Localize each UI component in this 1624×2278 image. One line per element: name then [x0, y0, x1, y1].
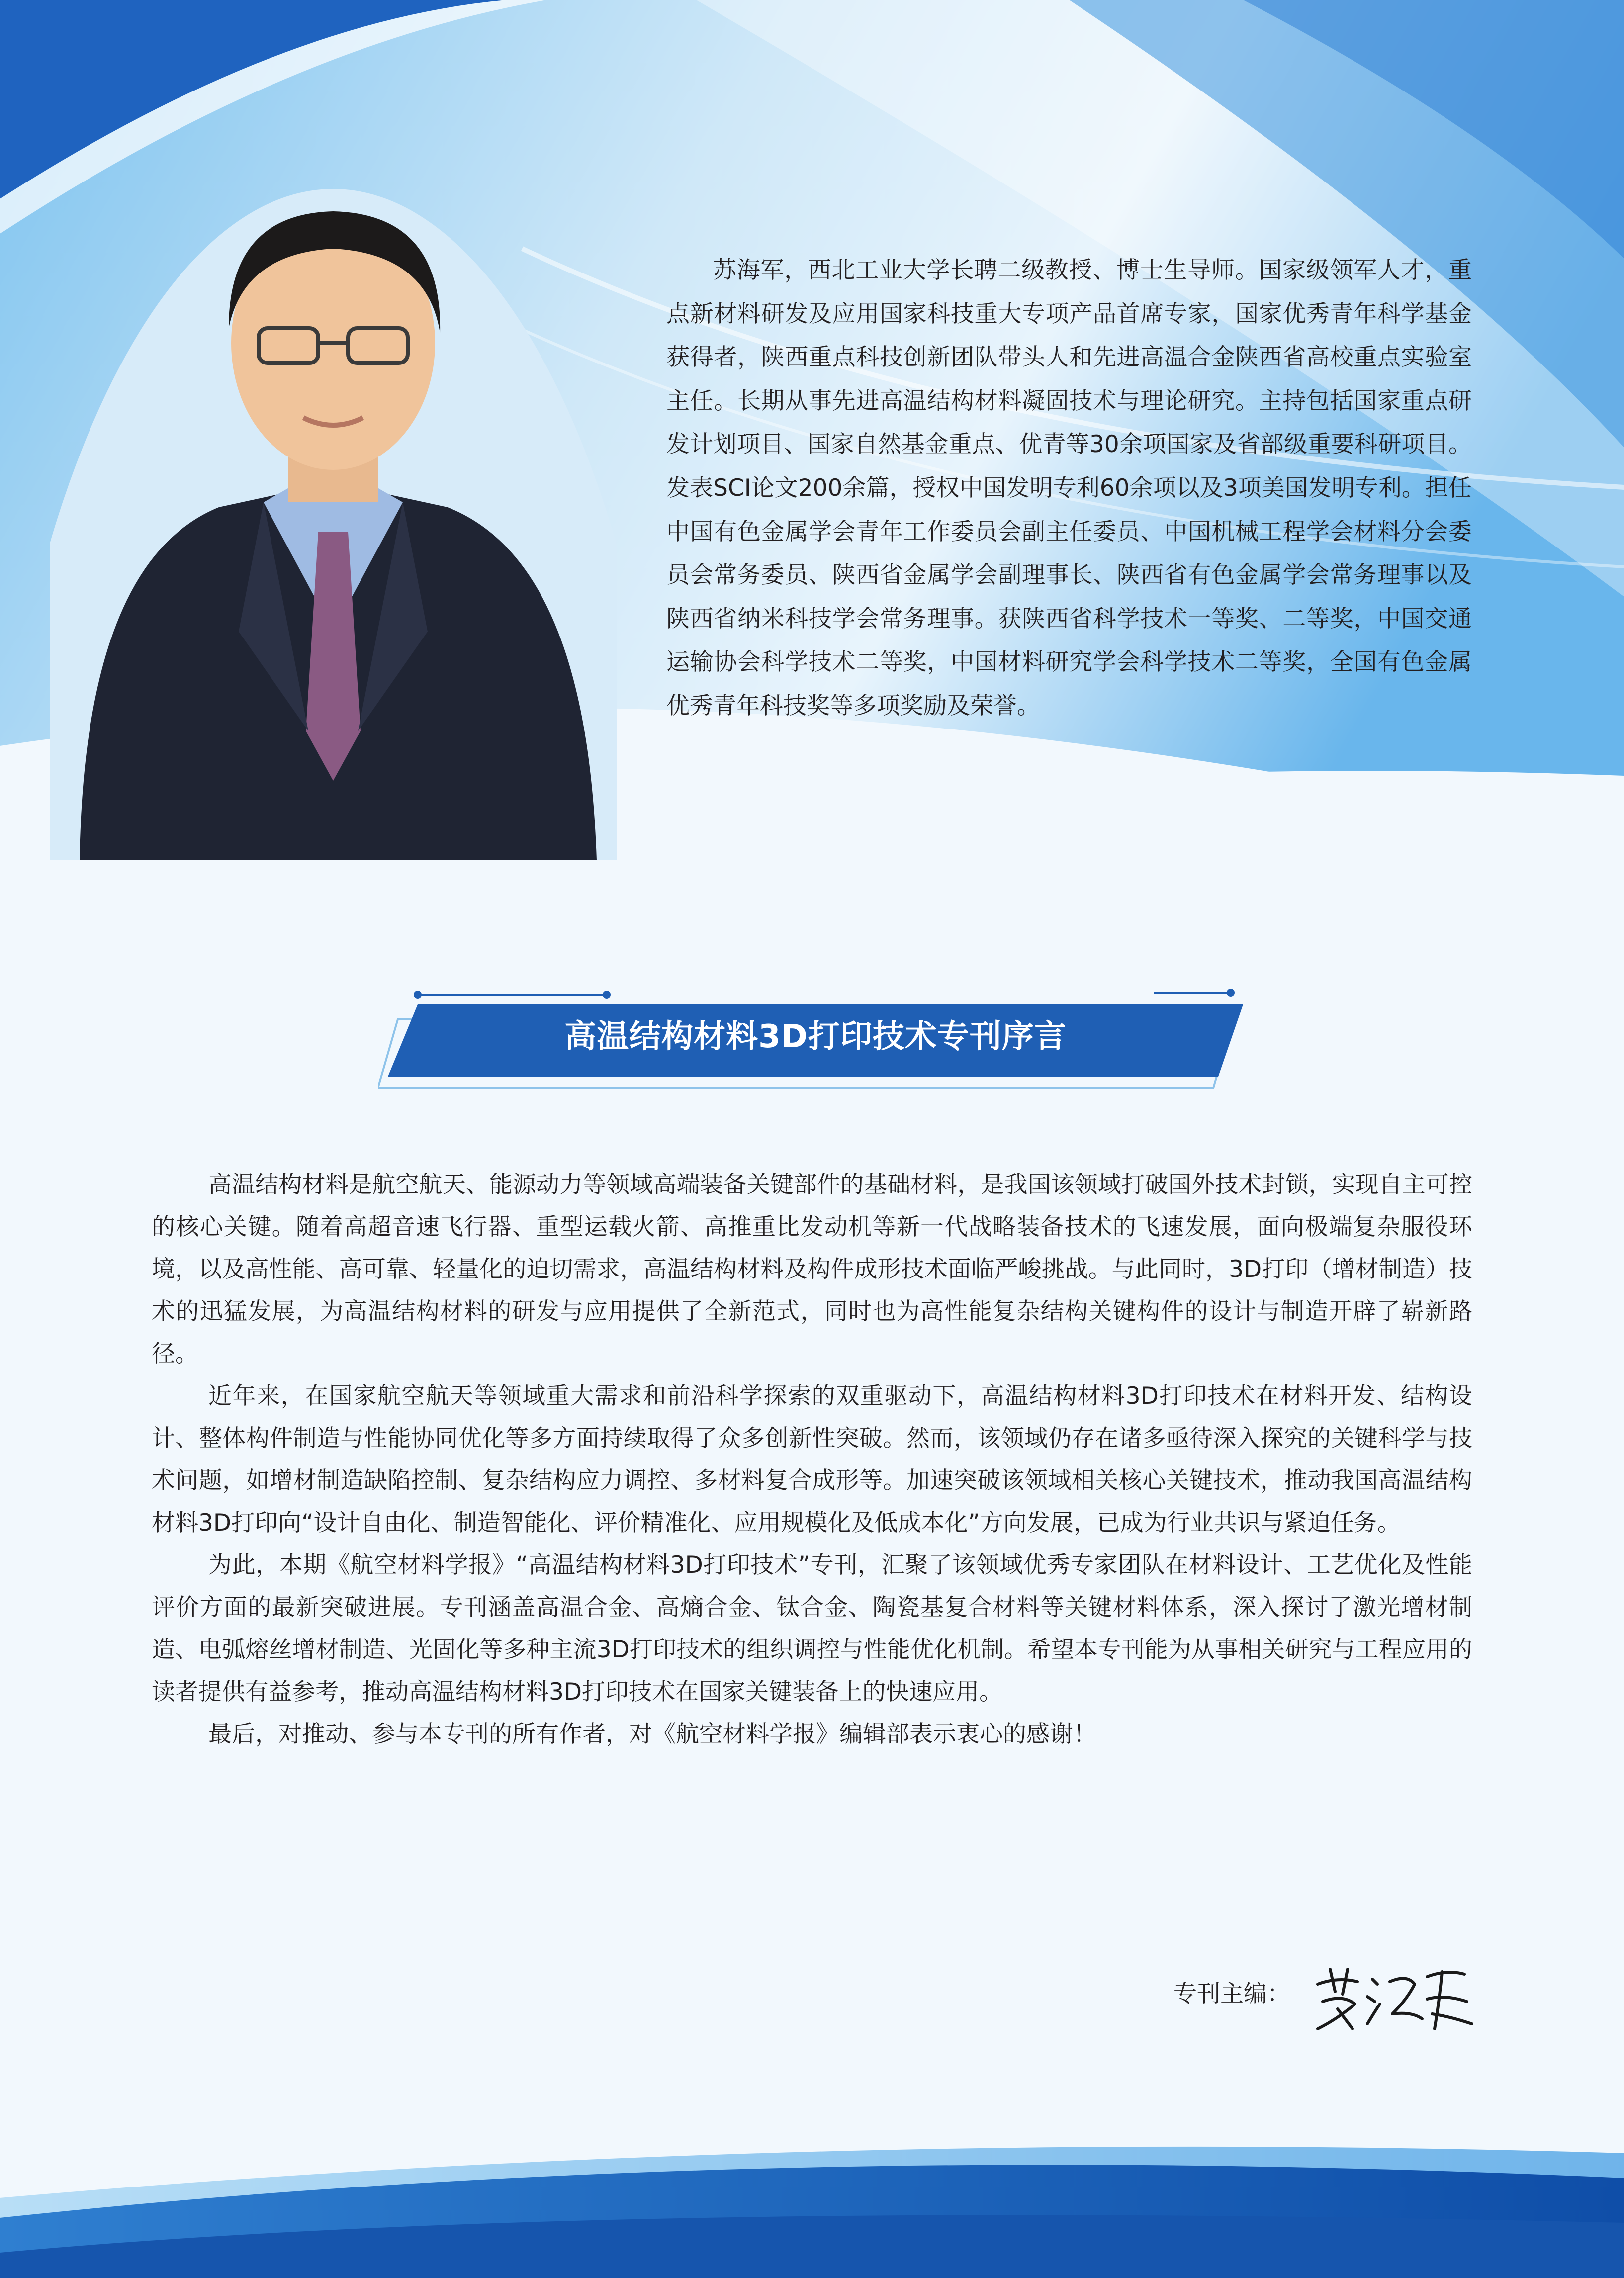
preface-body	[152, 1164, 1472, 1755]
editor-in-chief-label: 专刊主编：	[1173, 1980, 1290, 2007]
bottom-wave-decoration	[0, 2147, 1624, 2278]
section-title: 高温结构材料3D打印技术专刊序言	[564, 1018, 1067, 1055]
preface-paragraph-4: 最后，对推动、参与本专刊的所有作者，对《航空材料学报》编辑部表示衷心的感谢！	[208, 1721, 1096, 1748]
editor-bio	[666, 249, 1472, 728]
preface-paragraph-2: 近年来，在国家航空航天等领域重大需求和前沿科学探索的双重驱动下，高温结构材料3D打印技术在材料开发、结构设计、整体构件制造与性能协同优化等多方面持续取得了众多创新性突破。然而，该领域仍存在诸多亟待深入探究的关键科学与技术问题，如增材制造缺陷控制、复杂结构应力调控、多材料复合成形等。加速突破该领域相关核心关键技术，推动我国高温结构材料3D打印向“设计自由化、制造智能化、评价精准化、应用规模化及低成本化”方向发展，已成为行业共识与紧迫任务。	[152, 1382, 1472, 1537]
preface-paragraph-1: 高温结构材料是航空航天、能源动力等领域高端装备关键部件的基础材料，是我国该领域打破国外技术封锁，实现自主可控的核心关键。随着高超音速飞行器、重型运载火箭、高推重比发动机等新一代战略装备技术的飞速发展，面向极端复杂服役环境，以及高性能、高可靠、轻量化的迫切需求，高温结构材料及构件成形技术面临严峻挑战。与此同时，3D打印（增材制造）技术的迅猛发展，为高温结构材料的研发与应用提供了全新范式，同时也为高性能复杂结构关键构件的设计与制造开辟了崭新路径。	[152, 1171, 1472, 1367]
preface-paragraph-3: 为此，本期《航空材料学报》“高温结构材料3D打印技术”专刊，汇聚了该领域优秀专家团队在材料设计、工艺优化及性能评价方面的最新突破进展。专刊涵盖高温合金、高熵合金、钛合金、陶瓷基复合材料等关键材料体系，深入探讨了激光增材制造、电弧熔丝增材制造、光固化等多种主流3D打印技术的组织调控与性能优化机制。希望本专刊能为从事相关研究与工程应用的读者提供有益参考，推动高温结构材料3D打印技术在国家关键装备上的快速应用。	[152, 1551, 1472, 1706]
section-banner	[378, 980, 1253, 1109]
editor-bio-text: 苏海军，西北工业大学长聘二级教授、博士生导师。国家级领军人才，重点新材料研发及应用国家科技重大专项产品首席专家，国家优秀青年科学基金获得者，陕西重点科技创新团队带头人和先进高温合金陕西省高校重点实验室主任。长期从事先进高温结构材料凝固技术与理论研究。主持包括国家重点研发计划项目、国家自然基金重点、优青等30余项国家及省部级重要科研项目。发表SCI论文200余篇，授权中国发明专利60余项以及3项美国发明专利。担任中国有色金属学会青年工作委员会副主任委员、中国机械工程学会材料分会委员会常务委员、陕西省金属学会副理事长、陕西省有色金属学会常务理事以及陕西省纳米科技学会常务理事。获陕西省科学技术一等奖、二等奖，中国交通运输协会科学技术二等奖，中国材料研究学会科学技术二等奖，全国有色金属优秀青年科技奖等多项奖励及荣誉。	[666, 257, 1472, 720]
handwritten-signature	[1308, 1954, 1477, 2039]
